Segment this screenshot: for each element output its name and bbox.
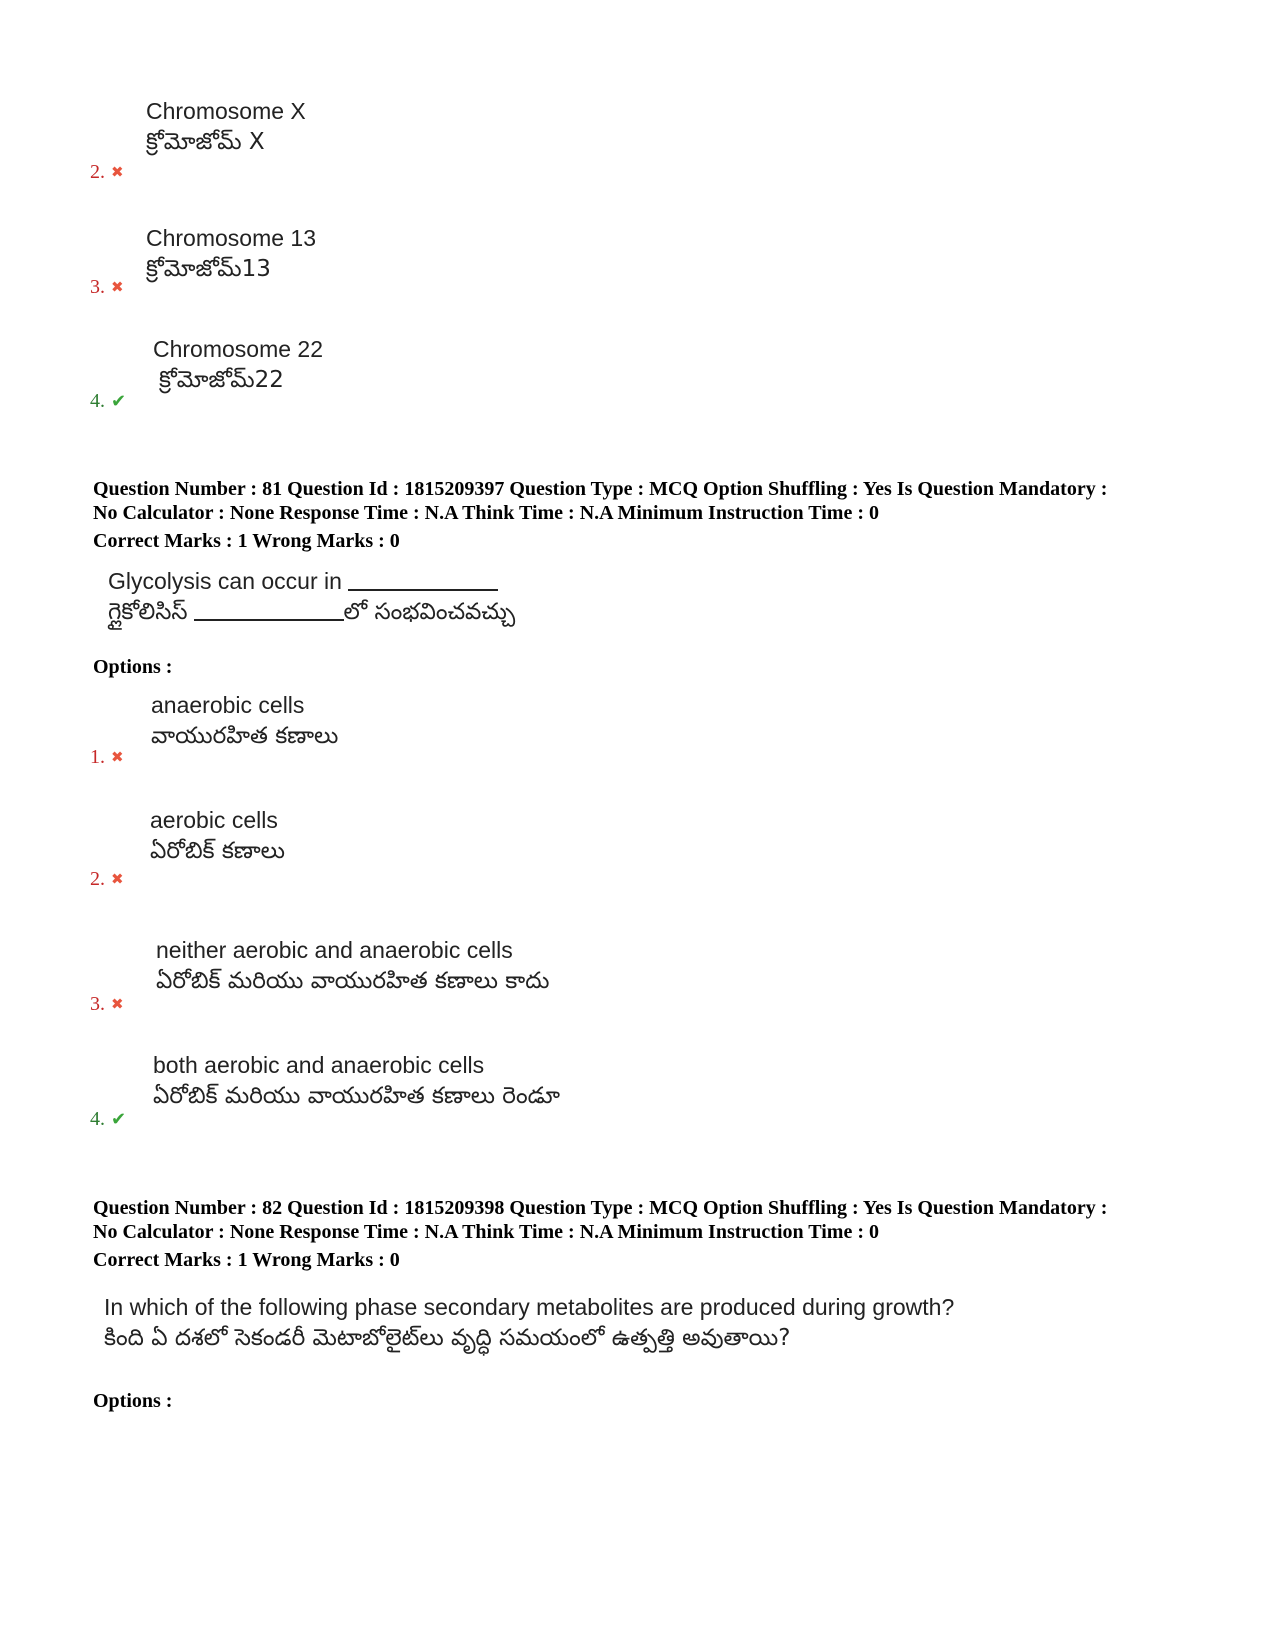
question-81-stem bbox=[108, 566, 515, 628]
options-label: Options : bbox=[93, 656, 173, 678]
option-text-en: aerobic cells bbox=[150, 807, 278, 833]
check-mark-icon: ✔ bbox=[111, 391, 127, 412]
q81-option-3 bbox=[156, 935, 549, 997]
q81-option-2 bbox=[150, 805, 285, 867]
q81-option-4 bbox=[153, 1050, 560, 1112]
question-marks: Correct Marks : 1 Wrong Marks : 0 bbox=[93, 530, 400, 552]
cross-mark-icon: ✖ bbox=[111, 870, 124, 888]
prev-option-2 bbox=[146, 96, 306, 158]
cross-mark-icon: ✖ bbox=[111, 163, 124, 181]
fill-blank bbox=[348, 569, 498, 591]
stem-text: Glycolysis can occur in bbox=[108, 568, 342, 594]
option-number: 2. bbox=[90, 868, 105, 890]
q81-option-3-marker bbox=[90, 993, 124, 1015]
question-81-meta bbox=[93, 477, 1243, 553]
option-text-en: Chromosome 13 bbox=[146, 225, 317, 251]
check-mark-icon: ✔ bbox=[111, 1109, 127, 1130]
option-text-en: anaerobic cells bbox=[151, 692, 305, 718]
question-stem-en: In which of the following phase secondary metabolites are produced during growth? bbox=[104, 1294, 955, 1320]
question-meta-line-1: Question Number : 82 Question Id : 1815209398 Question Type : MCQ Option Shuffling : Yes Is Question Mandatory : bbox=[93, 1197, 1108, 1219]
option-number: 4. bbox=[90, 390, 105, 412]
option-text-en: neither aerobic and anaerobic cells bbox=[156, 937, 513, 963]
prev-option-3-marker bbox=[90, 276, 124, 298]
prev-option-3 bbox=[146, 223, 316, 285]
cross-mark-icon: ✖ bbox=[111, 995, 124, 1013]
prev-option-4-marker bbox=[90, 390, 126, 413]
option-text-te: ఏరోబిక్ కణాలు bbox=[150, 838, 285, 864]
cross-mark-icon: ✖ bbox=[111, 278, 124, 296]
fill-blank bbox=[194, 599, 344, 621]
option-text-te: క్రోమోజోమ్22 bbox=[159, 367, 284, 393]
question-meta-line-2: No Calculator : None Response Time : N.A Think Time : N.A Minimum Instruction Time : 0 bbox=[93, 1221, 879, 1243]
q81-option-1-marker bbox=[90, 746, 124, 768]
option-text-te: ఏరోబిక్ మరియు వాయురహిత కణాలు రెండూ bbox=[153, 1083, 560, 1109]
cross-mark-icon: ✖ bbox=[111, 748, 124, 766]
stem-text-after: లో సంభవించవచ్చు bbox=[343, 599, 516, 625]
option-number: 1. bbox=[90, 746, 105, 768]
option-text-te: వాయురహిత కణాలు bbox=[151, 723, 339, 749]
question-82-meta bbox=[93, 1196, 1243, 1272]
q81-option-1 bbox=[151, 690, 338, 752]
question-meta-line-1: Question Number : 81 Question Id : 1815209397 Question Type : MCQ Option Shuffling : Yes Is Question Mandatory : bbox=[93, 478, 1108, 500]
options-label: Options : bbox=[93, 1390, 173, 1412]
option-text-en: both aerobic and anaerobic cells bbox=[153, 1052, 485, 1078]
option-text-en: Chromosome 22 bbox=[153, 336, 324, 362]
option-number: 3. bbox=[90, 276, 105, 298]
option-number: 4. bbox=[90, 1108, 105, 1130]
question-stem-te bbox=[108, 596, 515, 628]
prev-option-2-marker bbox=[90, 161, 124, 183]
question-82-stem bbox=[104, 1292, 954, 1354]
q81-option-4-marker bbox=[90, 1108, 126, 1131]
question-meta-line-2: No Calculator : None Response Time : N.A Think Time : N.A Minimum Instruction Time : 0 bbox=[93, 502, 879, 524]
prev-option-4 bbox=[153, 334, 323, 396]
stem-text-before: గ్లైకోలిసిస్ bbox=[108, 599, 188, 625]
option-text-te: ఏరోబిక్ మరియు వాయురహిత కణాలు కాదు bbox=[156, 968, 550, 994]
question-stem-en bbox=[108, 566, 515, 596]
question-stem-te: కింది ఏ దశలో సెకండరీ మెటాబోలైట్‌లు వృద్ధి సమయంలో ఉత్పత్తి అవుతాయి? bbox=[104, 1325, 791, 1351]
option-number: 3. bbox=[90, 993, 105, 1015]
q81-option-2-marker bbox=[90, 868, 124, 890]
option-text-te: క్రోమోజోమ్ X bbox=[146, 129, 265, 155]
option-number: 2. bbox=[90, 161, 105, 183]
question-marks: Correct Marks : 1 Wrong Marks : 0 bbox=[93, 1249, 400, 1271]
option-text-te: క్రోమోజోమ్13 bbox=[146, 256, 271, 282]
option-text-en: Chromosome X bbox=[146, 98, 306, 124]
